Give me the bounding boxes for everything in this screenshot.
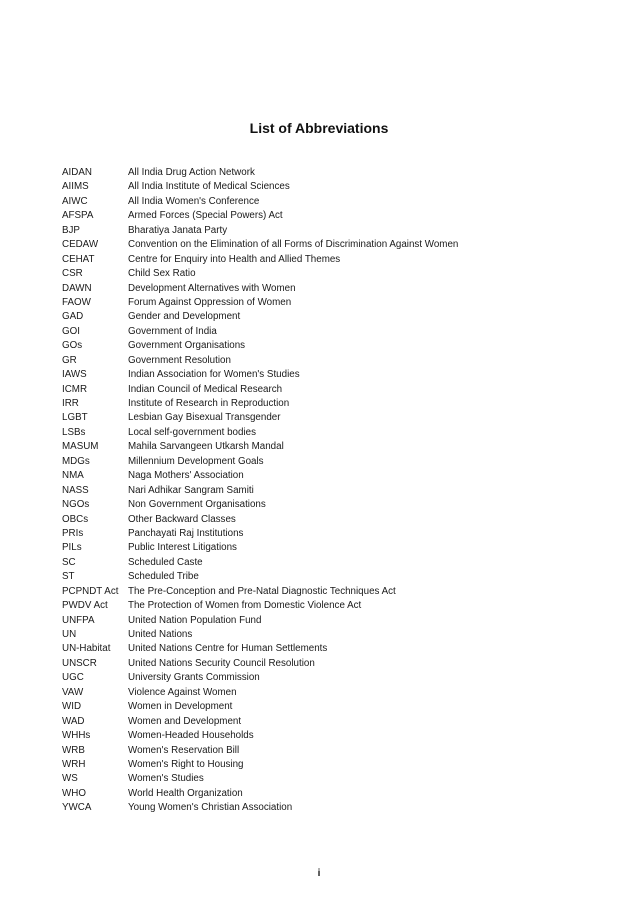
abbreviation-term: WS xyxy=(62,773,78,785)
abbreviation-definition: Millennium Development Goals xyxy=(128,455,264,467)
abbreviation-definition: The Protection of Women from Domestic Violence Act xyxy=(128,600,362,612)
page-title: List of Abbreviations xyxy=(249,120,389,136)
abbreviation-definition: Government Organisations xyxy=(128,340,246,352)
abbreviation-term: DAWN xyxy=(62,282,92,294)
abbreviation-term: NGOs xyxy=(62,499,90,511)
abbreviation-definition: Non Government Organisations xyxy=(128,499,266,511)
abbreviation-row xyxy=(62,180,622,194)
abbreviation-row xyxy=(62,296,622,310)
abbreviation-term: YWCA xyxy=(62,802,92,814)
abbreviation-definition: Centre for Enquiry into Health and Allied Themes xyxy=(128,253,341,265)
abbreviation-term: PCPNDT Act xyxy=(62,585,119,597)
abbreviation-term: UN-Habitat xyxy=(62,643,111,655)
abbreviation-definition: Women's Studies xyxy=(128,773,204,785)
abbreviation-term: GAD xyxy=(62,311,84,323)
abbreviation-term: WRH xyxy=(62,758,86,770)
abbreviation-definition: Women and Development xyxy=(128,715,242,727)
abbreviation-definition: Armed Forces (Special Powers) Act xyxy=(128,210,283,222)
abbreviation-row xyxy=(62,801,622,815)
abbreviation-row xyxy=(62,455,622,469)
abbreviation-term: PILs xyxy=(62,542,82,554)
abbreviation-row xyxy=(62,267,622,281)
abbreviation-row xyxy=(62,686,622,700)
abbreviation-row xyxy=(62,282,622,296)
page-number: i xyxy=(317,868,321,879)
abbreviation-definition: Government of India xyxy=(128,325,217,337)
abbreviation-term: ST xyxy=(62,571,75,583)
abbreviation-term: WHHs xyxy=(62,730,91,742)
abbreviation-term: NASS xyxy=(62,484,89,496)
abbreviation-row xyxy=(62,368,622,382)
abbreviation-term: PRIs xyxy=(62,527,84,539)
abbreviation-list xyxy=(62,166,622,816)
abbreviation-term: SC xyxy=(62,556,76,568)
abbreviation-definition: Convention on the Elimination of all Forms of Discrimination Against Women xyxy=(128,239,459,251)
abbreviation-row xyxy=(62,498,622,512)
abbreviation-term: CSR xyxy=(62,268,83,280)
abbreviation-row xyxy=(62,758,622,772)
abbreviation-definition: Indian Council of Medical Research xyxy=(128,383,283,395)
abbreviation-definition: The Pre-Conception and Pre-Natal Diagnostic Techniques Act xyxy=(128,585,396,597)
abbreviation-term: AIWC xyxy=(62,195,88,207)
abbreviation-term: UGC xyxy=(62,672,84,684)
abbreviation-row xyxy=(62,484,622,498)
abbreviation-definition: Public Interest Litigations xyxy=(128,542,237,554)
abbreviation-definition: Lesbian Gay Bisexual Transgender xyxy=(128,412,281,424)
abbreviation-term: LGBT xyxy=(62,412,88,424)
abbreviation-row xyxy=(62,527,622,541)
abbreviation-definition: United Nations Security Council Resolution xyxy=(128,657,315,669)
abbreviation-term: WID xyxy=(62,701,82,713)
abbreviation-term: CEDAW xyxy=(62,239,99,251)
abbreviation-definition: Scheduled Caste xyxy=(128,556,203,568)
abbreviation-term: LSBs xyxy=(62,426,86,438)
abbreviation-definition: Institute of Research in Reproduction xyxy=(128,398,290,409)
abbreviation-term: VAW xyxy=(62,686,84,698)
abbreviation-row xyxy=(62,224,622,238)
abbreviation-definition: All India Institute of Medical Sciences xyxy=(128,181,290,193)
abbreviation-row xyxy=(62,657,622,671)
abbreviation-row xyxy=(62,383,622,397)
abbreviation-definition: Mahila Sarvangeen Utkarsh Mandal xyxy=(128,441,284,453)
abbreviation-definition: Forum Against Oppression of Women xyxy=(128,296,292,308)
abbreviation-row xyxy=(62,787,622,801)
abbreviation-row xyxy=(62,310,622,324)
abbreviation-definition: Gender and Development xyxy=(128,311,241,323)
abbreviation-definition: Development Alternatives with Women xyxy=(128,282,296,294)
abbreviation-definition: Panchayati Raj Institutions xyxy=(128,527,244,539)
abbreviation-row xyxy=(62,253,622,267)
abbreviation-row xyxy=(62,700,622,714)
abbreviation-row xyxy=(62,599,622,613)
abbreviation-definition: Women in Development xyxy=(128,701,233,713)
abbreviation-term: GR xyxy=(62,354,77,366)
abbreviation-definition: Local self-government bodies xyxy=(128,426,256,438)
abbreviation-definition: Child Sex Ratio xyxy=(128,268,196,280)
abbreviation-row xyxy=(62,671,622,685)
abbreviation-row xyxy=(62,556,622,570)
abbreviation-term: OBCs xyxy=(62,513,89,525)
abbreviation-row xyxy=(62,469,622,483)
abbreviation-term: PWDV Act xyxy=(62,600,108,612)
abbreviation-row xyxy=(62,325,622,339)
abbreviation-row xyxy=(62,354,622,368)
abbreviation-definition: United Nations Centre for Human Settlements xyxy=(128,643,328,655)
abbreviation-term: AIIMS xyxy=(62,181,89,193)
abbreviation-row xyxy=(62,715,622,729)
abbreviation-row xyxy=(62,744,622,758)
abbreviation-row xyxy=(62,339,622,353)
abbreviation-row xyxy=(62,209,622,223)
abbreviation-row xyxy=(62,411,622,425)
abbreviation-definition: Women's Right to Housing xyxy=(128,758,244,770)
abbreviation-term: WAD xyxy=(62,715,85,727)
abbreviation-term: WHO xyxy=(62,787,86,799)
abbreviation-definition: Women's Reservation Bill xyxy=(128,744,240,756)
abbreviation-definition: All India Women's Conference xyxy=(128,195,260,207)
abbreviation-term: IRR xyxy=(62,398,79,409)
abbreviation-definition: United Nation Population Fund xyxy=(128,614,262,626)
abbreviation-term: UNFPA xyxy=(62,614,95,626)
abbreviation-row xyxy=(62,642,622,656)
abbreviation-term: MDGs xyxy=(62,455,90,467)
abbreviation-definition: Indian Association for Women's Studies xyxy=(128,369,300,381)
abbreviation-row xyxy=(62,772,622,786)
abbreviation-term: MASUM xyxy=(62,441,99,453)
abbreviation-term: WRB xyxy=(62,744,85,756)
abbreviation-term: IAWS xyxy=(62,369,87,381)
abbreviation-row xyxy=(62,397,622,411)
abbreviation-definition: World Health Organization xyxy=(128,787,243,799)
abbreviation-term: UN xyxy=(62,629,77,640)
abbreviation-definition: Scheduled Tribe xyxy=(128,571,199,583)
abbreviation-term: FAOW xyxy=(62,296,91,308)
abbreviation-definition: Other Backward Classes xyxy=(128,513,236,525)
abbreviation-row xyxy=(62,513,622,527)
abbreviation-definition: All India Drug Action Network xyxy=(128,167,255,178)
abbreviation-definition: Government Resolution xyxy=(128,354,231,366)
abbreviation-definition: Nari Adhikar Sangram Samiti xyxy=(128,484,254,496)
abbreviation-definition: Young Women's Christian Association xyxy=(128,802,293,814)
abbreviation-row xyxy=(62,195,622,209)
abbreviation-row xyxy=(62,585,622,599)
abbreviation-definition: Women-Headed Households xyxy=(128,730,254,742)
abbreviation-row xyxy=(62,166,622,180)
abbreviation-term: NMA xyxy=(62,470,84,482)
abbreviation-row xyxy=(62,628,622,642)
abbreviation-term: BJP xyxy=(62,224,80,236)
abbreviation-row xyxy=(62,570,622,584)
abbreviation-term: ICMR xyxy=(62,383,88,395)
abbreviation-definition: University Grants Commission xyxy=(128,672,260,684)
abbreviation-definition: Bharatiya Janata Party xyxy=(128,224,228,236)
abbreviation-row xyxy=(62,541,622,555)
abbreviation-term: GOs xyxy=(62,340,83,352)
abbreviation-definition: United Nations xyxy=(128,629,193,640)
abbreviation-row xyxy=(62,426,622,440)
abbreviation-row xyxy=(62,238,622,252)
abbreviation-term: AFSPA xyxy=(62,210,94,222)
abbreviation-term: UNSCR xyxy=(62,657,97,669)
abbreviation-term: GOI xyxy=(62,325,80,337)
abbreviation-term: AIDAN xyxy=(62,167,92,178)
abbreviation-row xyxy=(62,614,622,628)
abbreviation-term: CEHAT xyxy=(62,253,95,265)
abbreviation-definition: Violence Against Women xyxy=(128,686,237,698)
abbreviation-row xyxy=(62,440,622,454)
abbreviation-definition: Naga Mothers' Association xyxy=(128,470,244,482)
abbreviation-row xyxy=(62,729,622,743)
